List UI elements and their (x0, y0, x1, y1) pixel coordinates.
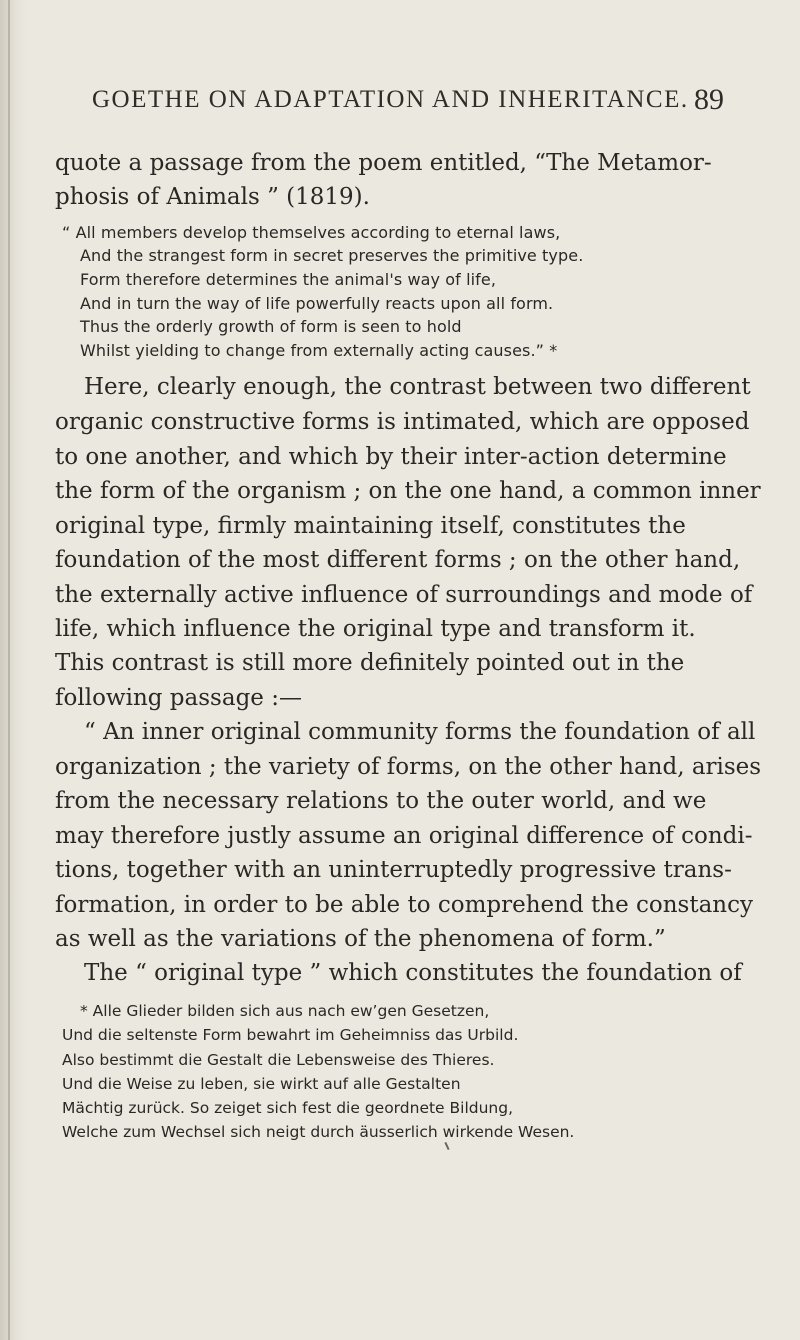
paragraph-line: tions, together with an uninterruptedly progressive trans- (55, 857, 732, 883)
ink-speck (444, 1142, 449, 1150)
paragraph-line: organic constructive forms is intimated, which are opposed (55, 409, 750, 435)
poem-line: And in turn the way of life powerfully reacts upon all form. (80, 294, 554, 313)
page-binding-line (8, 0, 10, 1340)
footnote-line: Also bestimmt die Gestalt die Lebensweise des Thieres. (62, 1051, 495, 1069)
paragraph-line: to one another, and which by their inter-action determine (55, 444, 727, 470)
paragraph-line: may therefore justly assume an original difference of condi- (55, 823, 753, 849)
poem-line: And the strangest form in secret preserves the primitive type. (80, 246, 584, 265)
running-head (92, 83, 732, 126)
paragraph-line: life, which influence the original type and transform it. (55, 616, 696, 642)
poem-line: “ All members develop themselves according to eternal laws, (62, 223, 561, 242)
paragraph-line: foundation of the most different forms ; on the other hand, (55, 547, 741, 573)
page-number: 89 (694, 83, 724, 116)
footnote-line: Mächtig zurück. So zeiget sich fest die geordnete Bildung, (62, 1099, 514, 1117)
paragraph-line: “ An inner original community forms the foundation of all (84, 719, 756, 745)
footnote-line: * Alle Glieder bilden sich aus nach ew’gen Gesetzen, (80, 1002, 490, 1020)
paragraph-line: This contrast is still more definitely pointed out in the (55, 650, 685, 676)
paragraph-line: the form of the organism ; on the one hand, a common inner (55, 478, 761, 504)
paragraph-line: the externally active influence of surroundings and mode of (55, 582, 753, 608)
paragraph-line: as well as the variations of the phenomena of form.” (55, 926, 666, 952)
footnote-line: Welche zum Wechsel sich neigt durch äusserlich wirkende Wesen. (62, 1123, 575, 1141)
poem-line: Thus the orderly growth of form is seen to hold (80, 317, 462, 336)
paragraph-line: The “ original type ” which constitutes the foundation of (84, 960, 742, 986)
footnote-line: Und die Weise zu leben, sie wirkt auf alle Gestalten (62, 1075, 461, 1093)
intro-line: phosis of Animals ” (1819). (55, 184, 370, 210)
paragraph-line: formation, in order to be able to comprehend the constancy (55, 892, 753, 918)
paragraph-line: original type, firmly maintaining itself, constitutes the (55, 513, 686, 539)
footnote-line: Und die seltenste Form bewahrt im Geheimniss das Urbild. (62, 1026, 519, 1044)
poem-line: Form therefore determines the animal's way of life, (80, 270, 497, 289)
paragraph-line: from the necessary relations to the outer world, and we (55, 788, 707, 814)
running-title: GOETHE ON ADAPTATION AND INHERITANCE. (92, 86, 689, 113)
paragraph-line: organization ; the variety of forms, on the other hand, arises (55, 754, 762, 780)
intro-line: quote a passage from the poem entitled, “The Metamor- (55, 150, 712, 176)
paragraph-line: following passage :— (55, 685, 302, 711)
paragraph-line: Here, clearly enough, the contrast between two different (84, 374, 751, 400)
page-binding-shadow (0, 0, 26, 1340)
poem-line: Whilst yielding to change from externally acting causes.” * (80, 341, 558, 360)
